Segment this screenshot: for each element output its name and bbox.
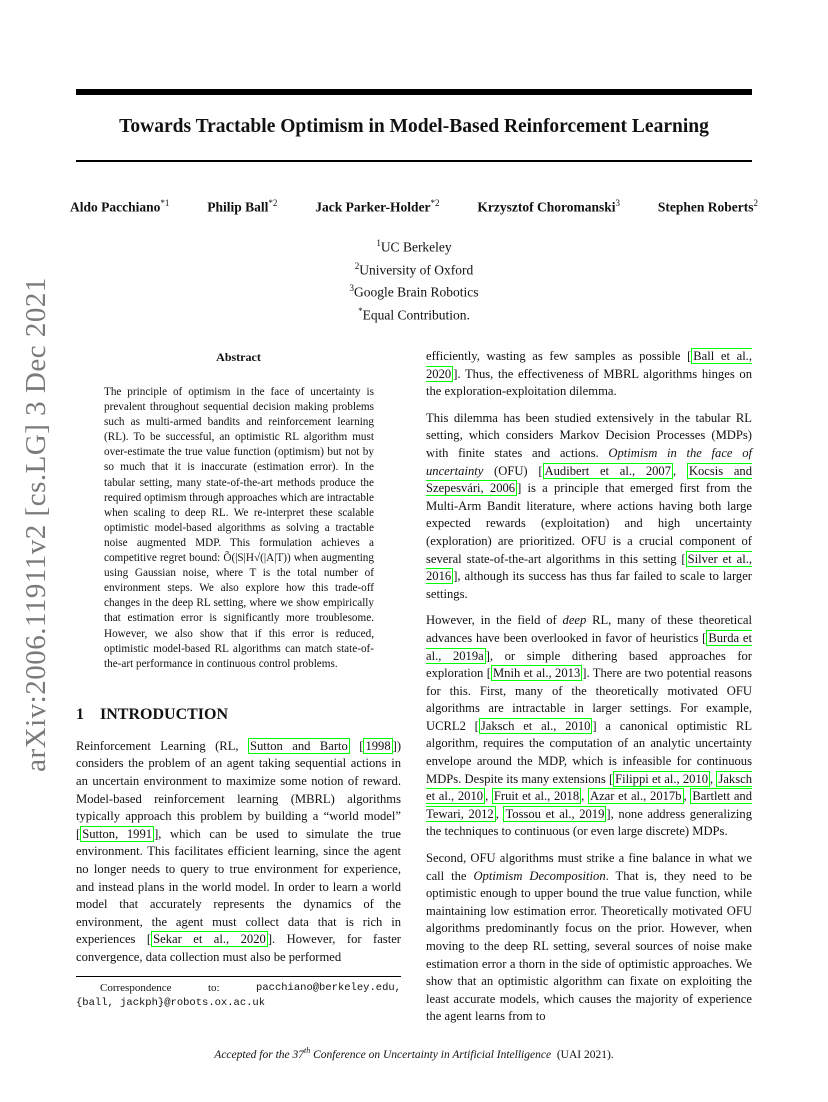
- paper-title: Towards Tractable Optimism in Model-Based Reinforcement Learning: [119, 116, 709, 137]
- affiliation-list: [214, 234, 614, 324]
- footnote-label: Correspondence: [100, 982, 172, 994]
- citation-link[interactable]: Bartlett and Tewari, 2012: [426, 789, 753, 821]
- author-list: [70, 198, 758, 216]
- paragraph: Second, OFU algorithms must strike a fine balance in what we call the Optimism Decomposition. That is, they need to be optimistic enough to upper bound the true value function, while maintaining low estimation error. Theoretically motivated OFU algorithms predominantly focus on the prior. However, when moving to the deep RL setting, several sources of noise make estimation error a thorn in the side of optimistic approaches. We show that an optimistic algorithm can fixate on exploiting the least accurate models, which causes the majority of experience the agent learns from to: [426, 851, 752, 1024]
- abstract-text: The principle of optimism in the face of uncertainty is prevalent throughout sequential decision making problems such as multi-armed bandits and reinforcement learning (RL). To be successful, an optimistic RL algorithm must over-estimate the true value function (optimism) but not by so much that it is inaccurate (estimation error). In the tabular setting, many state-of-the-art methods produce the required optimism through approaches which are intractable when scaling to deep RL. We re-interpret these scalable optimistic model-based algorithms as solving a tractable noise augmented MDP. This formulation achieves a competitive regret bound: Õ(|S|H√(|A|T)) when augmenting using Gaussian noise, where T is the total number of environment steps. We also explore how this trade-off changes in the deep RL setting, where we show empirically that estimation error is significantly more troublesome. However, we also show that if this error is reduced, optimistic model-based RL algorithms can match state-of-the-art performance in continuous control problems.: [104, 386, 374, 670]
- section-title: INTRODUCTION: [100, 705, 229, 723]
- title-bottom-rule: [76, 160, 752, 162]
- author: Stephen Roberts$^2$: [657, 198, 758, 215]
- citation-link[interactable]: Ball et al., 2020: [426, 349, 752, 381]
- abstract-heading: Abstract: [216, 350, 261, 364]
- author: Jack Parker-Holder$^{*2}$: [315, 198, 440, 215]
- author: Philip Ball$^{*2}$: [207, 198, 278, 215]
- affiliation: $^1$UC Berkeley: [376, 238, 452, 255]
- section-heading: [76, 706, 401, 724]
- citation-link[interactable]: Filippi et al., 2010: [615, 771, 709, 786]
- author: Krzysztof Choromanski$^3$: [477, 198, 620, 215]
- citation-link[interactable]: Burda et al., 2019a: [426, 630, 753, 663]
- paragraph: This dilemma has been studied extensively in the tabular RL setting, which considers Markov Decision Processes (MDPs) with finite states and actions. Optimism in the face of uncertainty (OFU) [ Audibert et al., 2007 , Kocsis and Szepesvári, 2006 ] is a principle that emerged first from the Multi-Arm Bandit literature, where actions having both large expected rewards (exploitation) and high uncertainty (exploration) are prioritized. OFU is a crucial component of several state-of-the-art algorithms in this setting [ Silver et al., 2016 ], although its success has thus far failed to scale to larger settings.: [426, 410, 753, 601]
- affiliation: $^2$University of Oxford: [354, 260, 474, 277]
- conference-footer: Accepted for the 37th Conference on Uncertainty in Artificial Intelligence (UAI 2021).: [214, 1046, 614, 1061]
- right-column: [426, 348, 752, 1026]
- affiliation: $^3$Google Brain Robotics: [349, 283, 479, 300]
- footnote-line: [76, 981, 401, 996]
- citation-link[interactable]: 1998: [365, 738, 391, 753]
- citation-link[interactable]: Tossou et al., 2019: [505, 806, 605, 821]
- intro-paragraph: Reinforcement Learning (RL, Sutton and Barto [ 1998 ]) considers the problem of an agent taking sequential actions in an uncertain environment to maximize some notion of reward. Model-based reinforcement learning (MBRL) algorithms typically approach this problem by building a “world model” [ Sutton, 1991 ], which can be used to simulate the true environment. This facilitates efficient learning, since the agent no longer needs to query to true environment for experience, and instead plans in the world model. In order to learn a world model that accurately represents the dynamics of the environment, the agent must collect data that is rich in experiences [ Sekar et al., 2020 ]. However, for faster convergence, data collection must also be performed: [76, 738, 402, 964]
- footnote: [76, 976, 401, 1011]
- arxiv-stamp: arXiv:2006.11911v2 [cs.LG] 3 Dec 2021: [19, 276, 52, 772]
- author: Aldo Pacchiano$^{*1}$: [70, 198, 170, 215]
- section-number: 1: [76, 705, 84, 723]
- paragraph: However, in the field of deep RL, many of these theoretical advances have been overlooked in favor of heuristics [ Burda et al., 2019a ], or simple dithering based approaches for exploration [ Mnih et al., 2013 ]. There are two potential reasons for this. First, many of the theoretically motivated OFU algorithms are intractable in larger settings. For example, UCRL2 [ Jaksch et al., 2010 ] a canonical optimistic RL algorithm, requires the computation of an analytic uncertainty envelope around the MDP, which is infeasible for continuous MDPs. Despite its many extensions [ Filippi et al., 2010 , Jaksch et al., 2010 , Fruit et al., 2018 , Azar et al., 2017b , Bartlett and Tewari, 2012 , Tossou et al., 2019 ], none address generalizing the techniques to continuous (or even large discrete) MDPs.: [426, 613, 753, 839]
- citation-link[interactable]: Jaksch et al., 2010: [426, 771, 752, 804]
- footnote-to: to:: [207, 982, 220, 994]
- citation-link[interactable]: Sutton and Barto: [249, 738, 348, 753]
- citation-link[interactable]: Kocsis and Szepesvári, 2006: [426, 463, 753, 496]
- email-link[interactable]: pacchiano@berkeley.edu,: [256, 982, 401, 994]
- left-column: [76, 350, 401, 967]
- affiliation: *Equal Contribution.: [358, 305, 470, 322]
- citation-link[interactable]: Mnih et al., 2013: [492, 666, 581, 681]
- citation-link[interactable]: Silver et al., 2016: [426, 551, 752, 584]
- top-rule: [76, 89, 752, 95]
- paragraph: efficiently, wasting as few samples as possible [ Ball et al., 2020 ]. Thus, the effectiveness of MBRL algorithms hinges on the exploration-exploitation dilemma.: [426, 349, 752, 399]
- email-link[interactable]: {ball, jackph}@robots.ox.ac.uk: [76, 997, 266, 1009]
- citation-link[interactable]: Audibert et al., 2007: [544, 463, 672, 478]
- citation-link[interactable]: Sekar et al., 2020: [153, 932, 266, 947]
- citation-link[interactable]: Azar et al., 2017b: [590, 789, 682, 804]
- citation-link[interactable]: Sutton, 1991: [82, 826, 153, 841]
- citation-link[interactable]: Fruit et al., 2018: [493, 789, 580, 804]
- citation-link[interactable]: Jaksch et al., 2010: [480, 718, 591, 733]
